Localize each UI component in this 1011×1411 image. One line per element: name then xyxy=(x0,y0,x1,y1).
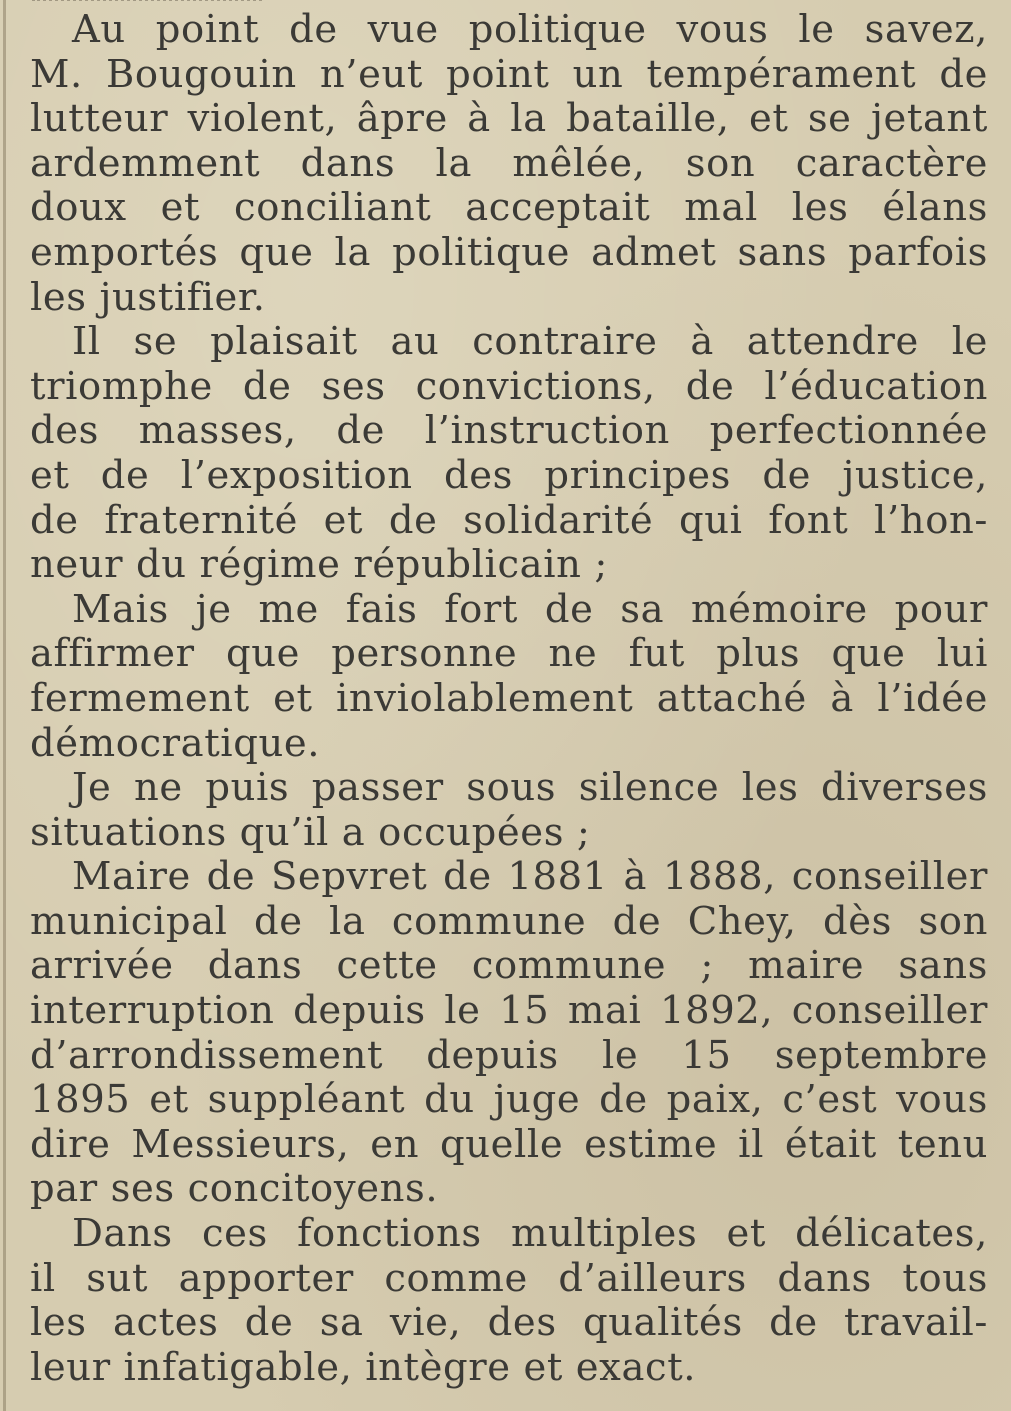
text-line: M. Bougouin n’eut point un tempérament de xyxy=(30,52,988,97)
text-line: doux et conciliant acceptait mal les élans xyxy=(30,186,988,231)
paragraph-4 xyxy=(30,766,988,855)
text-line: des masses, de l’instruction perfectionnée xyxy=(30,409,988,454)
text-line: Mais je me fais fort de sa mémoire pour xyxy=(72,587,988,632)
text-line: Il se plaisait au contraire à attendre le xyxy=(72,320,988,365)
paragraph-5 xyxy=(30,855,988,1212)
text-line: 1895 et suppléant du juge de paix, c’est vous xyxy=(30,1078,988,1123)
text-line: Je ne puis passer sous silence les diverses xyxy=(72,766,988,811)
text-line: les actes de sa vie, des qualités de travail- xyxy=(30,1301,988,1346)
text-line: affirmer que personne ne fut plus que lui xyxy=(30,632,988,677)
paragraph-3 xyxy=(30,588,988,766)
text-line: municipal de la commune de Chey, dès son xyxy=(30,899,988,944)
text-line: et de l’exposition des principes de justice, xyxy=(30,453,988,498)
text-line: Dans ces fonctions multiples et délicates, xyxy=(72,1212,988,1257)
text-line: de fraternité et de solidarité qui font l’hon- xyxy=(30,498,988,543)
text-line: il sut apporter comme d’ailleurs dans tous xyxy=(30,1256,988,1301)
text-line: triomphe de ses convictions, de l’éducation xyxy=(30,364,988,409)
text-line: d’arrondissement depuis le 15 septembre xyxy=(30,1033,988,1078)
cut-off-previous-line xyxy=(32,0,262,1)
text-line: neur du régime républicain ; xyxy=(30,543,608,588)
paragraph-6 xyxy=(30,1212,988,1390)
text-line: arrivée dans cette commune ; maire sans xyxy=(30,944,988,989)
text-line: emportés que la politique admet sans parfois xyxy=(30,230,988,275)
column-rule xyxy=(3,0,6,1411)
text-line: dire Messieurs, en quelle estime il était tenu xyxy=(30,1122,988,1167)
text-line: ardemment dans la mêlée, son caractère xyxy=(30,141,988,186)
text-line: par ses concitoyens. xyxy=(30,1167,439,1212)
text-line: les justifier. xyxy=(30,275,266,320)
text-line: fermement et inviolablement attaché à l’idée xyxy=(30,676,988,721)
article-body xyxy=(30,8,988,1390)
text-line: leur infatigable, intègre et exact. xyxy=(30,1345,697,1390)
text-line: démocratique. xyxy=(30,721,321,766)
text-line: lutteur violent, âpre à la bataille, et se jetant xyxy=(30,97,988,142)
text-line: Maire de Sepvret de 1881 à 1888, conseiller xyxy=(72,855,988,900)
text-line: Au point de vue politique vous le savez, xyxy=(72,8,988,52)
text-line: interruption depuis le 15 mai 1892, conseiller xyxy=(30,989,988,1034)
paragraph-1 xyxy=(30,8,988,320)
paragraph-2 xyxy=(30,320,988,588)
text-line: situations qu’il a occupées ; xyxy=(30,810,591,855)
